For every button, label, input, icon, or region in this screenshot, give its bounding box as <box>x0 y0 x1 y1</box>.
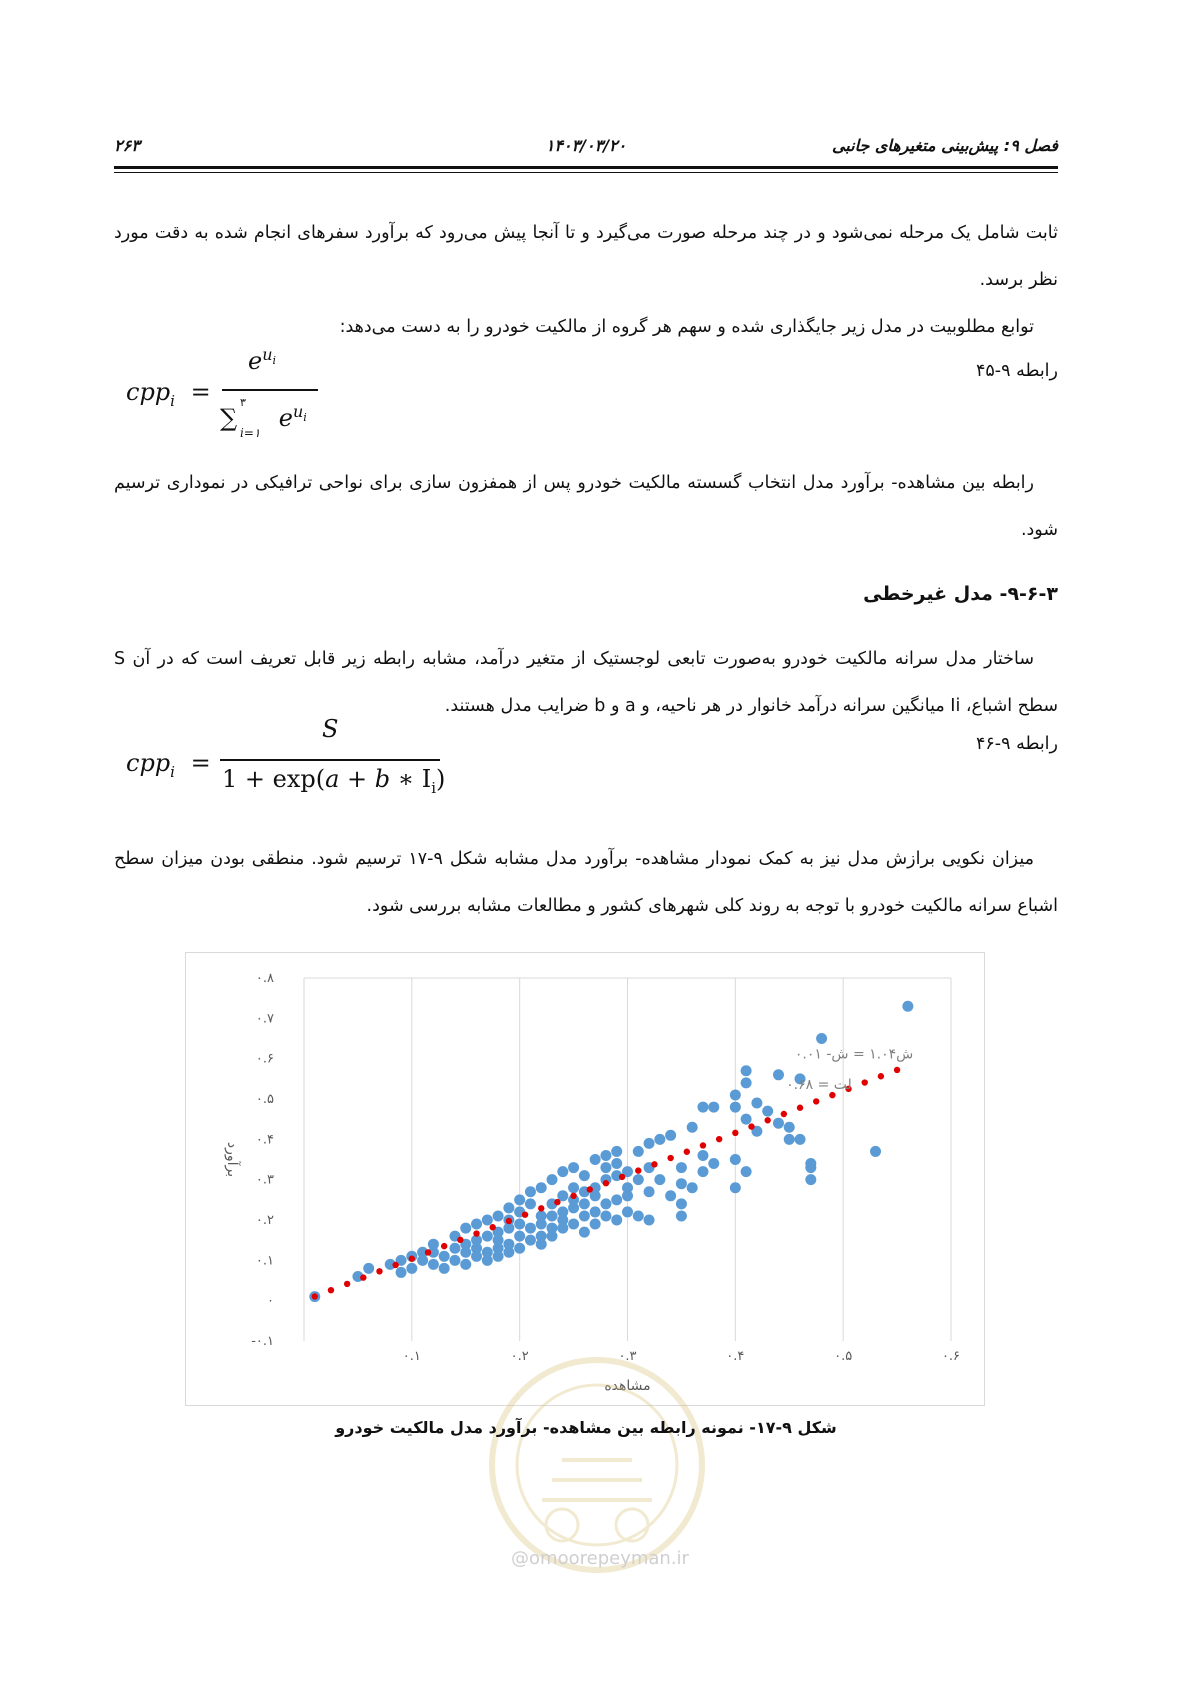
data-point <box>536 1239 547 1250</box>
data-point <box>654 1174 665 1185</box>
data-point <box>633 1146 644 1157</box>
figure-caption: شکل ۹-۱۷- نمونه رابطه بین مشاهده- برآورد مدل مالکیت خودرو <box>335 1418 837 1437</box>
y-tick-label: ۰.۲ <box>255 1213 274 1228</box>
data-point <box>579 1210 590 1221</box>
data-point <box>805 1158 816 1169</box>
data-point <box>687 1122 698 1133</box>
equation-45 <box>126 345 326 450</box>
trendline-dot <box>878 1073 884 1079</box>
trendline-dot <box>538 1205 544 1211</box>
x-tick-label: ۰.۵ <box>834 1349 853 1364</box>
x-tick-label: ۰.۶ <box>941 1349 961 1364</box>
data-point <box>622 1182 633 1193</box>
data-point <box>482 1215 493 1226</box>
trendline-dot <box>651 1161 657 1167</box>
data-point <box>773 1069 784 1080</box>
data-point <box>795 1134 806 1145</box>
data-point <box>697 1166 708 1177</box>
data-point <box>460 1223 471 1234</box>
trendline-dot <box>862 1079 868 1085</box>
trendline-dot <box>619 1174 625 1180</box>
data-point <box>482 1247 493 1258</box>
trendline-equation-label: ۰.۰۱ -ش۱.۰۴ = ش <box>794 1046 914 1063</box>
data-point <box>590 1154 601 1165</box>
data-point <box>697 1150 708 1161</box>
data-point <box>816 1033 827 1044</box>
data-point <box>730 1102 741 1113</box>
trendline-dot <box>490 1224 496 1230</box>
trendline-dot <box>748 1123 754 1129</box>
data-point <box>687 1182 698 1193</box>
data-point <box>428 1239 439 1250</box>
data-point <box>525 1198 536 1209</box>
data-point <box>611 1146 622 1157</box>
trendline-dot <box>312 1293 318 1299</box>
y-tick-label: ۰.۱ <box>255 1253 274 1269</box>
trendline-dot <box>473 1230 479 1236</box>
data-point <box>611 1194 622 1205</box>
data-point <box>730 1154 741 1165</box>
y-tick-label: ۰.۸ <box>255 971 274 986</box>
trendline-dot <box>684 1149 690 1155</box>
trendline-dot <box>570 1193 576 1199</box>
trendline-dot <box>700 1142 706 1148</box>
data-point <box>644 1138 655 1149</box>
data-point <box>503 1239 514 1250</box>
data-point <box>600 1210 611 1221</box>
trendline-dot <box>635 1167 641 1173</box>
data-point <box>784 1134 795 1145</box>
chapter-title: فصل ۹: پیش‌بینی متغیرهای جانبی <box>831 136 1058 155</box>
data-point <box>525 1186 536 1197</box>
trendline-dot <box>764 1117 770 1123</box>
data-point <box>590 1219 601 1230</box>
data-point <box>697 1102 708 1113</box>
figure-box <box>185 952 985 1406</box>
data-point <box>514 1231 525 1242</box>
data-point <box>514 1243 525 1254</box>
data-point <box>579 1198 590 1209</box>
data-point <box>741 1114 752 1125</box>
scatter-chart <box>186 953 984 1405</box>
data-point <box>547 1210 558 1221</box>
eq2-denominator: 1 + exp(a + b ∗ $I_i$) <box>222 765 446 797</box>
paragraph-1: ثابت شامل یک مرحله نمی‌شود و در چند مرحله صورت می‌گیرد و تا آنجا پیش می‌رود که برآورد سفرهای انجام شده به دقت مورد نظر برسد. <box>114 223 1058 290</box>
data-point <box>622 1206 633 1217</box>
data-point <box>482 1231 493 1242</box>
y-tick-label: ۰.۷ <box>255 1011 274 1027</box>
data-point <box>449 1243 460 1254</box>
data-point <box>805 1174 816 1185</box>
data-point <box>363 1263 374 1274</box>
trendline-dot <box>667 1155 673 1161</box>
paragraph-2: توابع مطلوبیت در مدل زیر جایگذاری شده و سهم هر گروه از مالکیت خودرو را به دست می‌دهد: <box>339 317 1034 337</box>
page-header <box>114 126 1058 166</box>
header-rule-thick <box>114 166 1058 169</box>
trendline-dot <box>587 1186 593 1192</box>
data-point <box>676 1198 687 1209</box>
data-point <box>590 1206 601 1217</box>
y-tick-label: ۰.۶ <box>255 1051 274 1067</box>
data-point <box>417 1255 428 1266</box>
trendline-dot <box>328 1287 334 1293</box>
watermark-text: @omoorepeyman.ir <box>511 1548 689 1569</box>
data-point <box>644 1215 655 1226</box>
data-point <box>557 1223 568 1234</box>
data-point <box>902 1001 913 1012</box>
data-point <box>773 1118 784 1129</box>
trendline-dot <box>457 1237 463 1243</box>
data-point <box>406 1263 417 1274</box>
trendline-dot <box>425 1249 431 1255</box>
data-point <box>525 1235 536 1246</box>
eq2-lhs: cpp$_i$ = <box>126 749 211 781</box>
y-tick-label: ۰ <box>267 1293 274 1309</box>
trendline-dot <box>344 1281 350 1287</box>
data-point <box>568 1162 579 1173</box>
header-rule-thin <box>114 172 1058 173</box>
x-tick-label: ۰.۱ <box>402 1349 421 1364</box>
data-point <box>784 1122 795 1133</box>
data-point <box>665 1130 676 1141</box>
data-point <box>557 1166 568 1177</box>
paragraph-4: ساختار مدل سرانه مالکیت خودرو به‌صورت تابعی لوجستیک از متغیر درآمد، مشابه رابطه زیر قابل تعریف است که در آن S سطح اشباع، Ii میانگین سرانه درآمد خانوار در هر ناحیه، و a و b ضرایب مدل هستند. <box>114 649 1058 716</box>
trendline-dot <box>392 1262 398 1268</box>
data-point <box>600 1198 611 1209</box>
data-point <box>676 1178 687 1189</box>
data-point <box>741 1166 752 1177</box>
trendline-dot <box>409 1256 415 1262</box>
data-point <box>611 1158 622 1169</box>
paragraph-5: میزان نکویی برازش مدل نیز به کمک نمودار مشاهده- برآورد مدل مشابه شکل ۹-۱۷ ترسیم شود. منطقی بودن میزان سطح اشباع سرانه مالکیت خودرو با توجه به روند کلی شهرهای کشور و مطالعات مشابه بررسی شود. <box>114 849 1058 916</box>
data-point <box>741 1077 752 1088</box>
data-point <box>600 1150 611 1161</box>
data-point <box>568 1182 579 1193</box>
y-tick-label: ۰.۳ <box>255 1172 274 1188</box>
header-date: ۱۴۰۳/۰۳/۲۰ <box>545 136 627 155</box>
data-point <box>708 1102 719 1113</box>
y-axis-title: برآورد <box>224 1141 240 1178</box>
data-point <box>439 1263 450 1274</box>
data-point <box>730 1182 741 1193</box>
data-point <box>633 1174 644 1185</box>
r-squared-label: ۰.۶۸ = لت <box>786 1076 852 1093</box>
y-tick-label: ۰.۴ <box>255 1132 274 1148</box>
x-axis-title: مشاهده <box>604 1378 651 1394</box>
section-heading: ۹-۶-۳- مدل غیرخطی <box>863 583 1058 605</box>
data-point <box>514 1219 525 1230</box>
data-point <box>741 1065 752 1076</box>
x-tick-label: ۰.۳ <box>618 1349 637 1364</box>
data-point <box>579 1227 590 1238</box>
eq1-denominator: ∑ ۳ i=۱ $e^{u_i}$ <box>220 396 307 440</box>
data-point <box>633 1210 644 1221</box>
x-tick-label: ۰.۲ <box>510 1349 529 1364</box>
data-point <box>536 1182 547 1193</box>
equation-45-label: رابطه ۹-۴۵ <box>975 361 1058 381</box>
trendline-dot <box>603 1180 609 1186</box>
data-point <box>471 1219 482 1230</box>
data-point <box>460 1259 471 1270</box>
x-tick-label: ۰.۴ <box>726 1349 745 1364</box>
data-point <box>644 1186 655 1197</box>
data-point <box>536 1219 547 1230</box>
trendline-dot <box>441 1243 447 1249</box>
data-point <box>514 1194 525 1205</box>
y-tick-label: ۰.۵ <box>255 1092 274 1107</box>
data-point <box>708 1158 719 1169</box>
eq1-lhs: cpp$_i$ = <box>126 378 211 410</box>
data-point <box>762 1106 773 1117</box>
watermark-seal-icon <box>482 1350 712 1580</box>
data-point <box>503 1202 514 1213</box>
trendline-dot <box>522 1211 528 1217</box>
trendline-dot <box>732 1130 738 1136</box>
data-point <box>730 1089 741 1100</box>
trendline-dot <box>376 1268 382 1274</box>
trendline-dot <box>554 1199 560 1205</box>
data-point <box>676 1162 687 1173</box>
trendline-dot <box>716 1136 722 1142</box>
data-point <box>396 1267 407 1278</box>
trendline-dot <box>360 1274 366 1280</box>
trendline-dot <box>797 1105 803 1111</box>
trendline-dot <box>813 1098 819 1104</box>
data-point <box>751 1098 762 1109</box>
data-point <box>493 1251 504 1262</box>
eq1-numerator: $e^{u_i}$ <box>248 345 277 375</box>
data-point <box>428 1259 439 1270</box>
data-point <box>547 1174 558 1185</box>
data-point <box>439 1251 450 1262</box>
trendline-dot <box>781 1111 787 1117</box>
data-point <box>676 1210 687 1221</box>
data-point <box>579 1170 590 1181</box>
y-tick-label: -۰.۱ <box>251 1334 274 1349</box>
data-point <box>449 1255 460 1266</box>
equation-46 <box>126 715 466 815</box>
data-point <box>547 1231 558 1242</box>
trendline-dot <box>894 1067 900 1073</box>
trendline-dot <box>506 1218 512 1224</box>
data-point <box>611 1215 622 1226</box>
eq1-fraction-line <box>222 389 318 391</box>
equation-46-label: رابطه ۹-۴۶ <box>975 734 1058 754</box>
data-point <box>600 1162 611 1173</box>
data-point <box>568 1219 579 1230</box>
paragraph-3: رابطه بین مشاهده- برآورد مدل انتخاب گسسته مالکیت خودرو پس از همفزون سازی برای نواحی ترافیکی در نموداری ترسیم شود. <box>114 473 1058 540</box>
page-number: ۲۶۳ <box>114 136 140 155</box>
data-point <box>665 1190 676 1201</box>
data-point <box>654 1134 665 1145</box>
data-point <box>557 1206 568 1217</box>
data-point <box>493 1210 504 1221</box>
data-point <box>493 1235 504 1246</box>
data-point <box>525 1223 536 1234</box>
eq2-fraction-line <box>220 759 440 761</box>
data-point <box>471 1243 482 1254</box>
eq2-numerator: S <box>322 715 339 743</box>
data-point <box>870 1146 881 1157</box>
